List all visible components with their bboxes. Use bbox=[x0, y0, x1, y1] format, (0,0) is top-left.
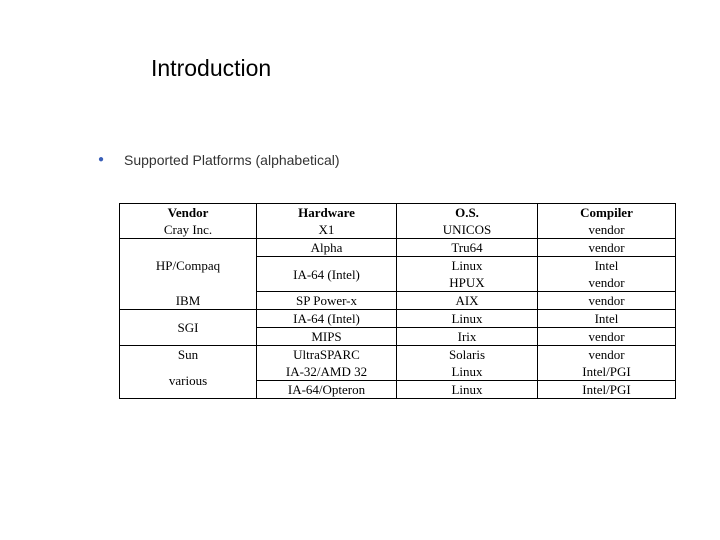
header-vendor: Vendor bbox=[167, 205, 209, 220]
cell-compiler: vendor bbox=[538, 274, 676, 292]
cell-hardware: UltraSPARC bbox=[257, 346, 397, 364]
cell-vendor: IBM bbox=[175, 292, 201, 308]
cell-hardware: IA-64 (Intel) bbox=[257, 257, 397, 292]
cell-os: Tru64 bbox=[397, 239, 538, 257]
cell-vendor: Sun bbox=[120, 346, 257, 364]
cell-compiler: Intel bbox=[538, 310, 676, 328]
cell-hardware: IA-64/Opteron bbox=[257, 381, 397, 399]
cell-vendor: Cray Inc. bbox=[163, 222, 213, 237]
cell-os: Solaris bbox=[397, 346, 538, 364]
cell-hardware: MIPS bbox=[257, 328, 397, 346]
table-row bbox=[120, 221, 676, 239]
cell-compiler: Intel/PGI bbox=[538, 363, 676, 381]
cell-os: AIX bbox=[397, 292, 538, 310]
cell-vendor: SGI bbox=[120, 310, 257, 346]
bullet-dot-icon: ● bbox=[98, 154, 105, 165]
cell-compiler: vendor bbox=[538, 239, 676, 257]
table-header-row bbox=[120, 204, 676, 222]
cell-compiler: Intel/PGI bbox=[538, 381, 676, 399]
cell-hardware: SP Power-x bbox=[257, 292, 397, 310]
cell-hardware: X1 bbox=[257, 221, 397, 239]
cell-compiler: Intel bbox=[538, 257, 676, 275]
cell-hardware: IA-64 (Intel) bbox=[257, 310, 397, 328]
cell-os: Linux bbox=[397, 310, 538, 328]
cell-hardware: IA-32/AMD 32 bbox=[257, 363, 397, 381]
table-row bbox=[120, 292, 676, 310]
platforms-table bbox=[119, 203, 676, 399]
cell-vendor: HP/Compaq bbox=[120, 239, 257, 292]
cell-os: Irix bbox=[397, 328, 538, 346]
cell-os: HPUX bbox=[397, 274, 538, 292]
header-compiler: Compiler bbox=[538, 204, 676, 222]
cell-hardware: Alpha bbox=[257, 239, 397, 257]
cell-compiler: vendor bbox=[538, 292, 676, 310]
header-os: O.S. bbox=[397, 204, 538, 222]
table-row bbox=[120, 310, 676, 328]
cell-compiler: vendor bbox=[538, 328, 676, 346]
cell-compiler: vendor bbox=[538, 346, 676, 364]
cell-vendor: various bbox=[168, 373, 208, 388]
cell-os: Linux bbox=[397, 363, 538, 381]
table-row bbox=[120, 239, 676, 257]
cell-os: Linux bbox=[397, 381, 538, 399]
table-row bbox=[120, 346, 676, 364]
table-row bbox=[120, 363, 676, 381]
bullet-text: Supported Platforms (alphabetical) bbox=[124, 152, 340, 168]
header-hardware: Hardware bbox=[257, 204, 397, 222]
slide-title: Introduction bbox=[151, 55, 272, 81]
cell-os: UNICOS bbox=[397, 221, 538, 239]
cell-compiler: vendor bbox=[538, 221, 676, 239]
cell-os: Linux bbox=[397, 257, 538, 275]
